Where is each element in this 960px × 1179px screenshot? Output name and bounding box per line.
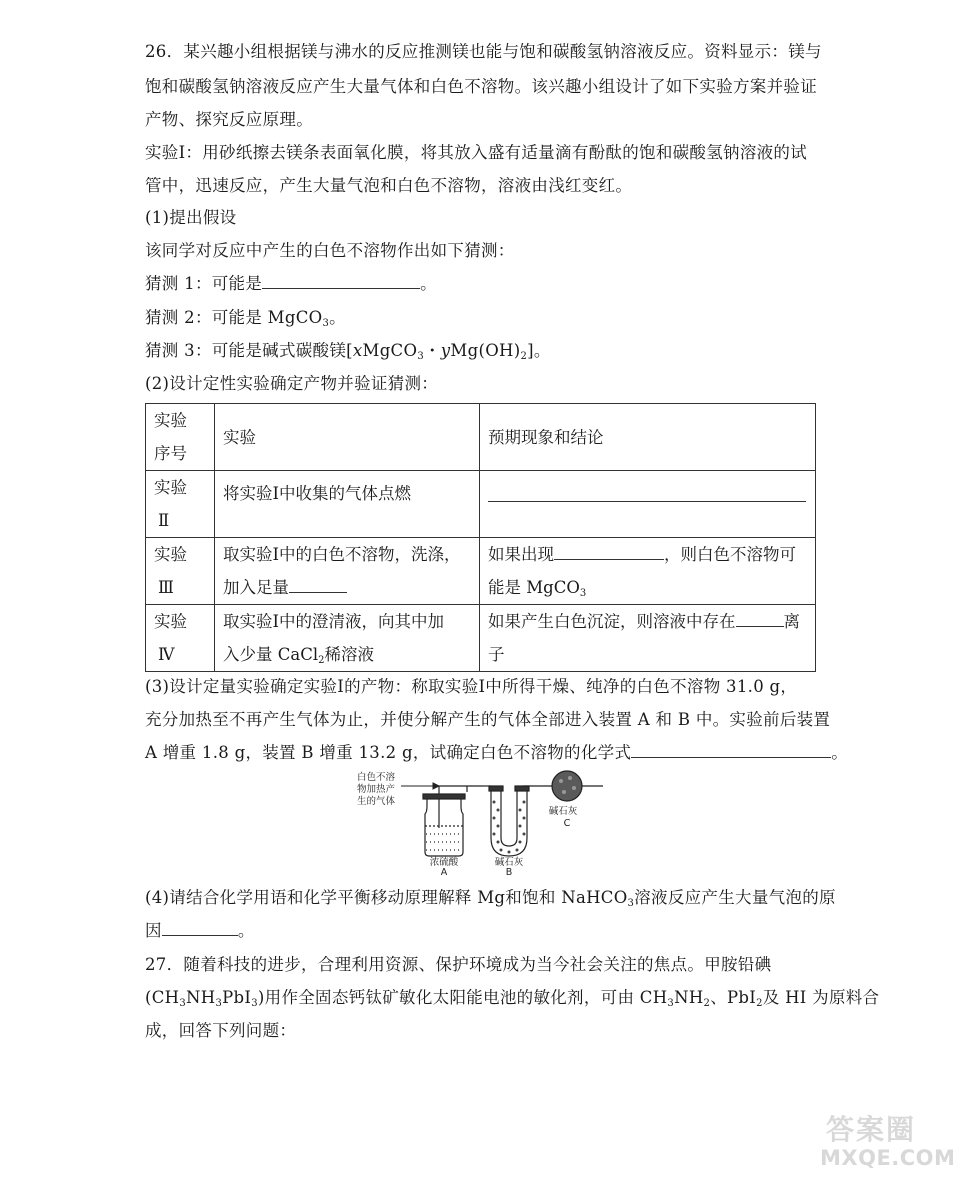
header-result-cell (480, 404, 816, 471)
c-reagent-label: 碱石灰 (548, 806, 578, 817)
apparatus-diagram (355, 768, 605, 876)
row4-number-2: Ⅳ (158, 645, 175, 664)
q26-part-4-line-2 (145, 921, 255, 941)
row2-result-blank[interactable] (488, 479, 806, 502)
row4-number-1: 实验 (154, 612, 187, 631)
row4-result-1a: 如果产生白色沉淀，则溶液中存在 (488, 612, 736, 631)
row2-number-cell (146, 471, 215, 538)
q26-part-3-line-2: 充分加热至不再产生气体为止，并使分解产生的气体全部进入装置 A 和 B 中。实验前后装置 (145, 710, 831, 729)
part-3-end: 。 (831, 743, 849, 762)
table-header-row (146, 404, 816, 471)
row2-experiment: 将实验Ⅰ中收集的气体点燃 (223, 483, 412, 503)
u-tube-b (483, 786, 551, 856)
part-3-line-3-text: A 增重 1.8 g，装置 B 增重 13.2 g，试确定白色不溶物的化学式 (145, 743, 632, 762)
q26-part-4-line-1 (145, 888, 836, 908)
a-reagent-label: 浓硫酸 (429, 857, 459, 868)
gas-label-1: 白色不溶 (357, 772, 396, 783)
header-number-2: 序号 (154, 444, 187, 463)
guess-3-d: Mg(OH) (450, 341, 521, 360)
part-4-sub: 3 (627, 898, 635, 909)
inlet-arrow (401, 783, 439, 789)
row4-result-2: 子 (488, 645, 505, 664)
header-number-1: 实验 (154, 411, 187, 430)
q27-l2-s5: 2 (703, 998, 711, 1009)
guess-3-x: x (352, 341, 363, 360)
row3-experiment-2: 加入足量 (223, 578, 289, 597)
row3-result-1a: 如果出现 (488, 545, 554, 564)
q26-line-4: 实验Ⅰ：用砂纸擦去镁条表面氧化膜，将其放入盛有适量滴有酚酞的饱和碳酸氢钠溶液的试 (145, 143, 808, 162)
q26-line-2: 饱和碳酸氢钠溶液反应产生大量气体和白色不溶物。该兴趣小组设计了如下实验方案并验证 (145, 77, 817, 96)
reason-answer-blank[interactable] (162, 921, 238, 936)
q27-l2-f: 、PbI (710, 988, 757, 1007)
part-4-d: 因 (145, 921, 162, 940)
row4-experiment-sub: 2 (318, 655, 325, 666)
part-4-c: 溶液反应产生大量气泡的原 (634, 888, 836, 907)
row3-experiment-cell (215, 538, 480, 605)
flask-a (423, 786, 483, 856)
q26-part-3-line-1: (3)设计定量实验确定实验Ⅰ的产物：称取实验Ⅰ中所得干燥、纯净的白色不溶物 31.0 g， (145, 677, 798, 696)
c-letter: C (563, 818, 571, 829)
q26-guess-1 (145, 274, 437, 294)
b-reagent-label: 碱石灰 (494, 857, 524, 868)
header-experiment-cell (215, 404, 480, 471)
q27-line-3: 成，回答下列问题： (145, 1021, 297, 1040)
q27-l2-s1: 3 (179, 998, 187, 1009)
guess-1-end: 。 (420, 274, 437, 293)
row2-result-cell (480, 471, 816, 538)
drying-tube-c (551, 771, 603, 801)
row3-result-1b: ，则白色不溶物可 (664, 545, 796, 564)
guess-3-b: MgCO (362, 341, 418, 360)
q27-l2-s2: 3 (215, 998, 223, 1009)
row3-phenomenon-blank[interactable] (554, 545, 664, 560)
row4-result-cell (480, 605, 816, 672)
row2-number-1: 实验 (154, 478, 187, 497)
row4-experiment-1: 取实验Ⅰ中的澄清液，向其中加 (223, 612, 445, 631)
experiment-table (145, 403, 816, 672)
row4-number-cell (146, 605, 215, 672)
guess-2-sub: 3 (322, 318, 330, 329)
q27-l2-e: NH (674, 988, 704, 1007)
guess-2-text: 猜测 2：可能是 MgCO (145, 308, 323, 327)
guess-1-answer-blank[interactable] (262, 274, 420, 289)
guess-3-a: 猜测 3：可能是碱式碳酸镁[ (145, 341, 353, 360)
q26-line-1: 26．某兴趣小组根据镁与沸水的反应推测镁也能与饱和碳酸氢钠溶液反应。资料显示：镁与 (145, 42, 822, 61)
guess-2-end: 。 (329, 308, 346, 327)
part-4-a: (4)请结合化学用语和化学平衡移动原理解释 Mg (145, 888, 506, 907)
b-letter: B (505, 867, 513, 876)
q27-l2-c: PbI (222, 988, 252, 1007)
watermark-logo (820, 1108, 956, 1174)
header-number-cell (146, 404, 215, 471)
guess-3-y: y (440, 341, 451, 360)
a-letter: A (440, 867, 448, 876)
row3-result-sub: 3 (579, 588, 587, 599)
guess-3-sub1: 3 (417, 351, 424, 362)
gas-label-2: 物加热产 (357, 784, 396, 795)
q27-l2-d: )用作全固态钙钛矿敏化太阳能电池的敏化剂，可由 CH (257, 988, 668, 1007)
row3-result-2: 能是 MgCO (488, 578, 580, 597)
row4-experiment-cell (215, 605, 480, 672)
q27-l2-s6: 2 (756, 998, 763, 1009)
row4-result-1b: 离 (783, 612, 800, 631)
part-4-end: 。 (237, 921, 255, 940)
q26-part-1-heading: (1)提出假设 (145, 208, 237, 227)
row3-number-2: Ⅲ (158, 578, 174, 597)
table-row-3 (146, 538, 816, 605)
header-experiment: 实验 (223, 427, 256, 447)
q27-l2-s4: 3 (667, 998, 675, 1009)
row4-experiment-2b: 稀溶液 (324, 645, 374, 664)
guess-3-e: ]。 (527, 341, 551, 360)
q27-line-1: 27．随着科技的进步，合理利用资源、保护环境成为当今社会关注的焦点。甲胺铅碘 (145, 955, 772, 974)
q26-part-2-heading: (2)设计定性实验确定产物并验证猜测： (145, 374, 439, 393)
row4-experiment-2a: 入少量 CaCl (223, 645, 319, 664)
q26-guess-3 (145, 341, 551, 361)
formula-answer-blank[interactable] (631, 743, 831, 758)
q27-l2-a: (CH (145, 988, 180, 1007)
q27-line-2 (145, 988, 879, 1008)
q26-guess-intro: 该同学对反应中产生的白色不溶物作出如下猜测： (145, 241, 515, 260)
row3-reagent-blank[interactable] (289, 578, 347, 593)
guess-1-text: 猜测 1：可能是 (145, 274, 263, 293)
q27-l2-g: 及 HI 为原料合 (762, 988, 880, 1007)
q26-guess-2 (145, 308, 346, 328)
table-row-2 (146, 471, 816, 538)
watermark-bottom: MXQE.COM (820, 1146, 956, 1170)
gas-label-3: 生的气体 (357, 796, 396, 807)
q27-l2-s3: 3 (251, 998, 258, 1009)
header-result: 预期现象和结论 (488, 427, 604, 447)
row2-number-2: Ⅱ (158, 511, 170, 530)
row2-experiment-cell (215, 471, 480, 538)
row3-number-cell (146, 538, 215, 605)
q27-l2-b: NH (186, 988, 216, 1007)
row3-experiment-1: 取实验Ⅰ中的白色不溶物，洗涤， (223, 545, 461, 564)
q26-line-5: 管中，迅速反应，产生大量气泡和白色不溶物，溶液由浅红变红。 (145, 176, 633, 195)
guess-3-dot: ・ (423, 341, 441, 360)
row3-number-1: 实验 (154, 545, 187, 564)
guess-3-sub2: 2 (520, 351, 528, 362)
watermark-top: 答案圈 (826, 1113, 917, 1146)
q26-line-3: 产物、探究反应原理。 (145, 110, 313, 129)
row4-ion-blank[interactable] (736, 612, 784, 627)
q26-part-3-line-3 (145, 743, 848, 763)
row3-result-cell (480, 538, 816, 605)
table-row-4 (146, 605, 816, 672)
part-4-b: 和饱和 NaHCO (505, 888, 628, 907)
